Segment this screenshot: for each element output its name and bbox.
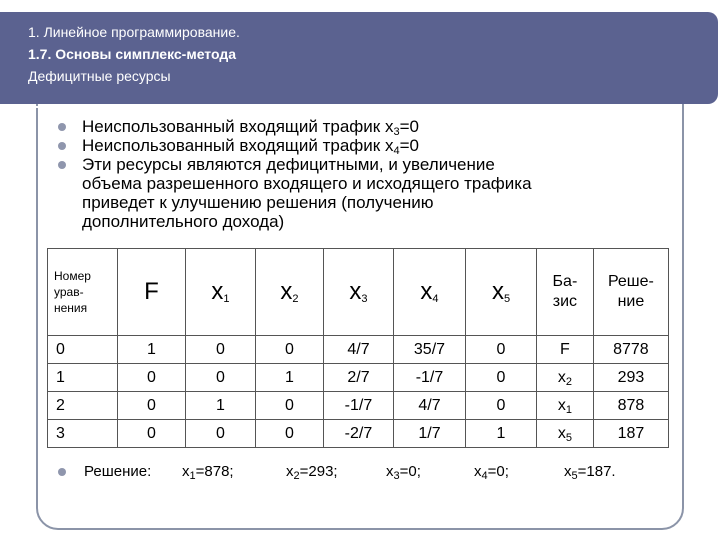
header-text: Номер (54, 269, 91, 283)
cell-x1: 1 (185, 392, 255, 420)
solution-value: =878; (195, 463, 234, 480)
solution-value: =0; (399, 463, 421, 480)
subscript: 5 (571, 470, 578, 482)
header-F (118, 249, 186, 336)
header-text: ние (617, 293, 645, 310)
cell-x3: -2/7 (323, 420, 393, 448)
bullet-line: дополнительного дохода) (82, 212, 285, 231)
header-text: урав- (54, 285, 84, 299)
cell-x4: 1/7 (393, 420, 465, 448)
slide-header (0, 12, 718, 104)
header-x3 (323, 249, 393, 336)
header-line-1: 1. Линейное программирование. (28, 24, 240, 40)
solution-x5 (564, 463, 616, 480)
header-rule (0, 106, 636, 108)
solution-var: x (386, 463, 394, 480)
subscript: 4 (432, 293, 439, 305)
subscript: 3 (393, 470, 400, 482)
cell-basis (537, 392, 594, 420)
cell-x3: 2/7 (323, 364, 393, 392)
subscript: 4 (393, 145, 400, 157)
cell-x2: 0 (255, 420, 323, 448)
table-row (48, 392, 669, 420)
solution-x2 (286, 463, 338, 480)
cell-x4: 35/7 (393, 336, 465, 364)
cell-x2: 0 (255, 392, 323, 420)
subscript: 5 (503, 293, 511, 305)
cell-solution: 8778 (593, 336, 668, 364)
bullet-dot-icon (58, 123, 66, 131)
bullet-item (54, 155, 654, 231)
cell-x1: 0 (185, 420, 255, 448)
bullet-list (54, 117, 654, 231)
subscript: 5 (565, 431, 572, 444)
solution-var: x (564, 463, 572, 480)
solution-var: x (286, 463, 294, 480)
header-text: Ба- (552, 273, 578, 290)
cell-x4: 4/7 (393, 392, 465, 420)
cell-eq: 0 (48, 336, 118, 364)
cell-x5: 0 (466, 336, 537, 364)
header-x2 (255, 249, 323, 336)
table-row (48, 364, 669, 392)
solution-line (54, 462, 674, 484)
cell-x5: 1 (466, 420, 537, 448)
cell-eq: 2 (48, 392, 118, 420)
table-header-row (48, 249, 669, 336)
header-var: x (280, 278, 293, 305)
subscript: 2 (565, 375, 572, 388)
header-equation-number (48, 249, 118, 336)
bullet-text: Неиспользованный входящий трафик x (82, 117, 394, 136)
cell-x4: -1/7 (393, 364, 465, 392)
solution-label: Решение: (84, 463, 152, 480)
bullet-line: объема разрешенного входящего и исходящего трафика (82, 174, 532, 193)
subscript: 1 (223, 293, 230, 305)
cell-F: 1 (118, 336, 186, 364)
header-line-3: Дефицитные ресурсы (28, 68, 171, 84)
cell-x1: 0 (185, 364, 255, 392)
header-text: зис (552, 293, 578, 310)
header-x1 (185, 249, 255, 336)
cell-basis (537, 420, 594, 448)
solution-value: =293; (299, 463, 338, 480)
bullet-tail: =0 (399, 136, 419, 155)
bullet-item (54, 136, 654, 155)
bullet-line: приведет к улучшению решения (получению (82, 193, 434, 212)
cell-eq: 3 (48, 420, 118, 448)
bullet-text: Неиспользованный входящий трафик x (82, 136, 394, 155)
cell-solution: 293 (593, 364, 668, 392)
table-row (48, 420, 669, 448)
solution-x4 (474, 463, 509, 480)
subscript: 1 (565, 403, 572, 416)
header-basis (537, 249, 594, 336)
header-text: Реше- (607, 273, 654, 290)
cell-x2: 1 (255, 364, 323, 392)
basis-var: F (560, 340, 570, 358)
header-line-2: 1.7. Основы симплекс-метода (28, 46, 237, 62)
table-row (48, 336, 669, 364)
header-var: x (349, 278, 362, 305)
cell-x3: -1/7 (323, 392, 393, 420)
cell-solution: 187 (593, 420, 668, 448)
header-var: x (211, 278, 224, 305)
cell-F: 0 (118, 420, 186, 448)
header-var: x (420, 278, 433, 305)
header-var: x (491, 278, 504, 305)
solution-var: x (474, 463, 482, 480)
cell-F: 0 (118, 392, 186, 420)
bullet-dot-icon (58, 468, 66, 476)
subscript: 1 (189, 470, 196, 482)
solution-x3 (386, 463, 421, 480)
bullet-dot-icon (58, 142, 66, 150)
subscript: 3 (361, 293, 368, 305)
header-solution (593, 249, 668, 336)
solution-value: =187. (577, 463, 616, 480)
subscript: 4 (481, 470, 488, 482)
cell-F: 0 (118, 364, 186, 392)
subscript: 3 (393, 126, 400, 138)
cell-x3: 4/7 (323, 336, 393, 364)
header-var: F (144, 278, 159, 305)
header-x5 (466, 249, 537, 336)
solution-value: =0; (487, 463, 509, 480)
cell-basis (537, 364, 594, 392)
cell-x2: 0 (255, 336, 323, 364)
header-text: нения (54, 301, 88, 315)
solution-x1 (182, 463, 234, 480)
basis-var: x (557, 368, 566, 386)
bullet-tail: =0 (399, 117, 419, 136)
cell-x1: 0 (185, 336, 255, 364)
solution-var: x (182, 463, 190, 480)
subscript: 2 (292, 293, 299, 305)
basis-var: x (557, 424, 566, 442)
cell-solution: 878 (593, 392, 668, 420)
simplex-table (47, 248, 669, 448)
cell-x5: 0 (466, 364, 537, 392)
basis-var: x (557, 396, 566, 414)
bullet-item (54, 117, 654, 136)
cell-basis (537, 336, 594, 364)
bullet-dot-icon (58, 161, 66, 169)
subscript: 2 (293, 470, 300, 482)
bullet-line: Эти ресурсы являются дефицитными, и увеличение (82, 155, 495, 174)
header-x4 (393, 249, 465, 336)
cell-eq: 1 (48, 364, 118, 392)
cell-x5: 0 (466, 392, 537, 420)
